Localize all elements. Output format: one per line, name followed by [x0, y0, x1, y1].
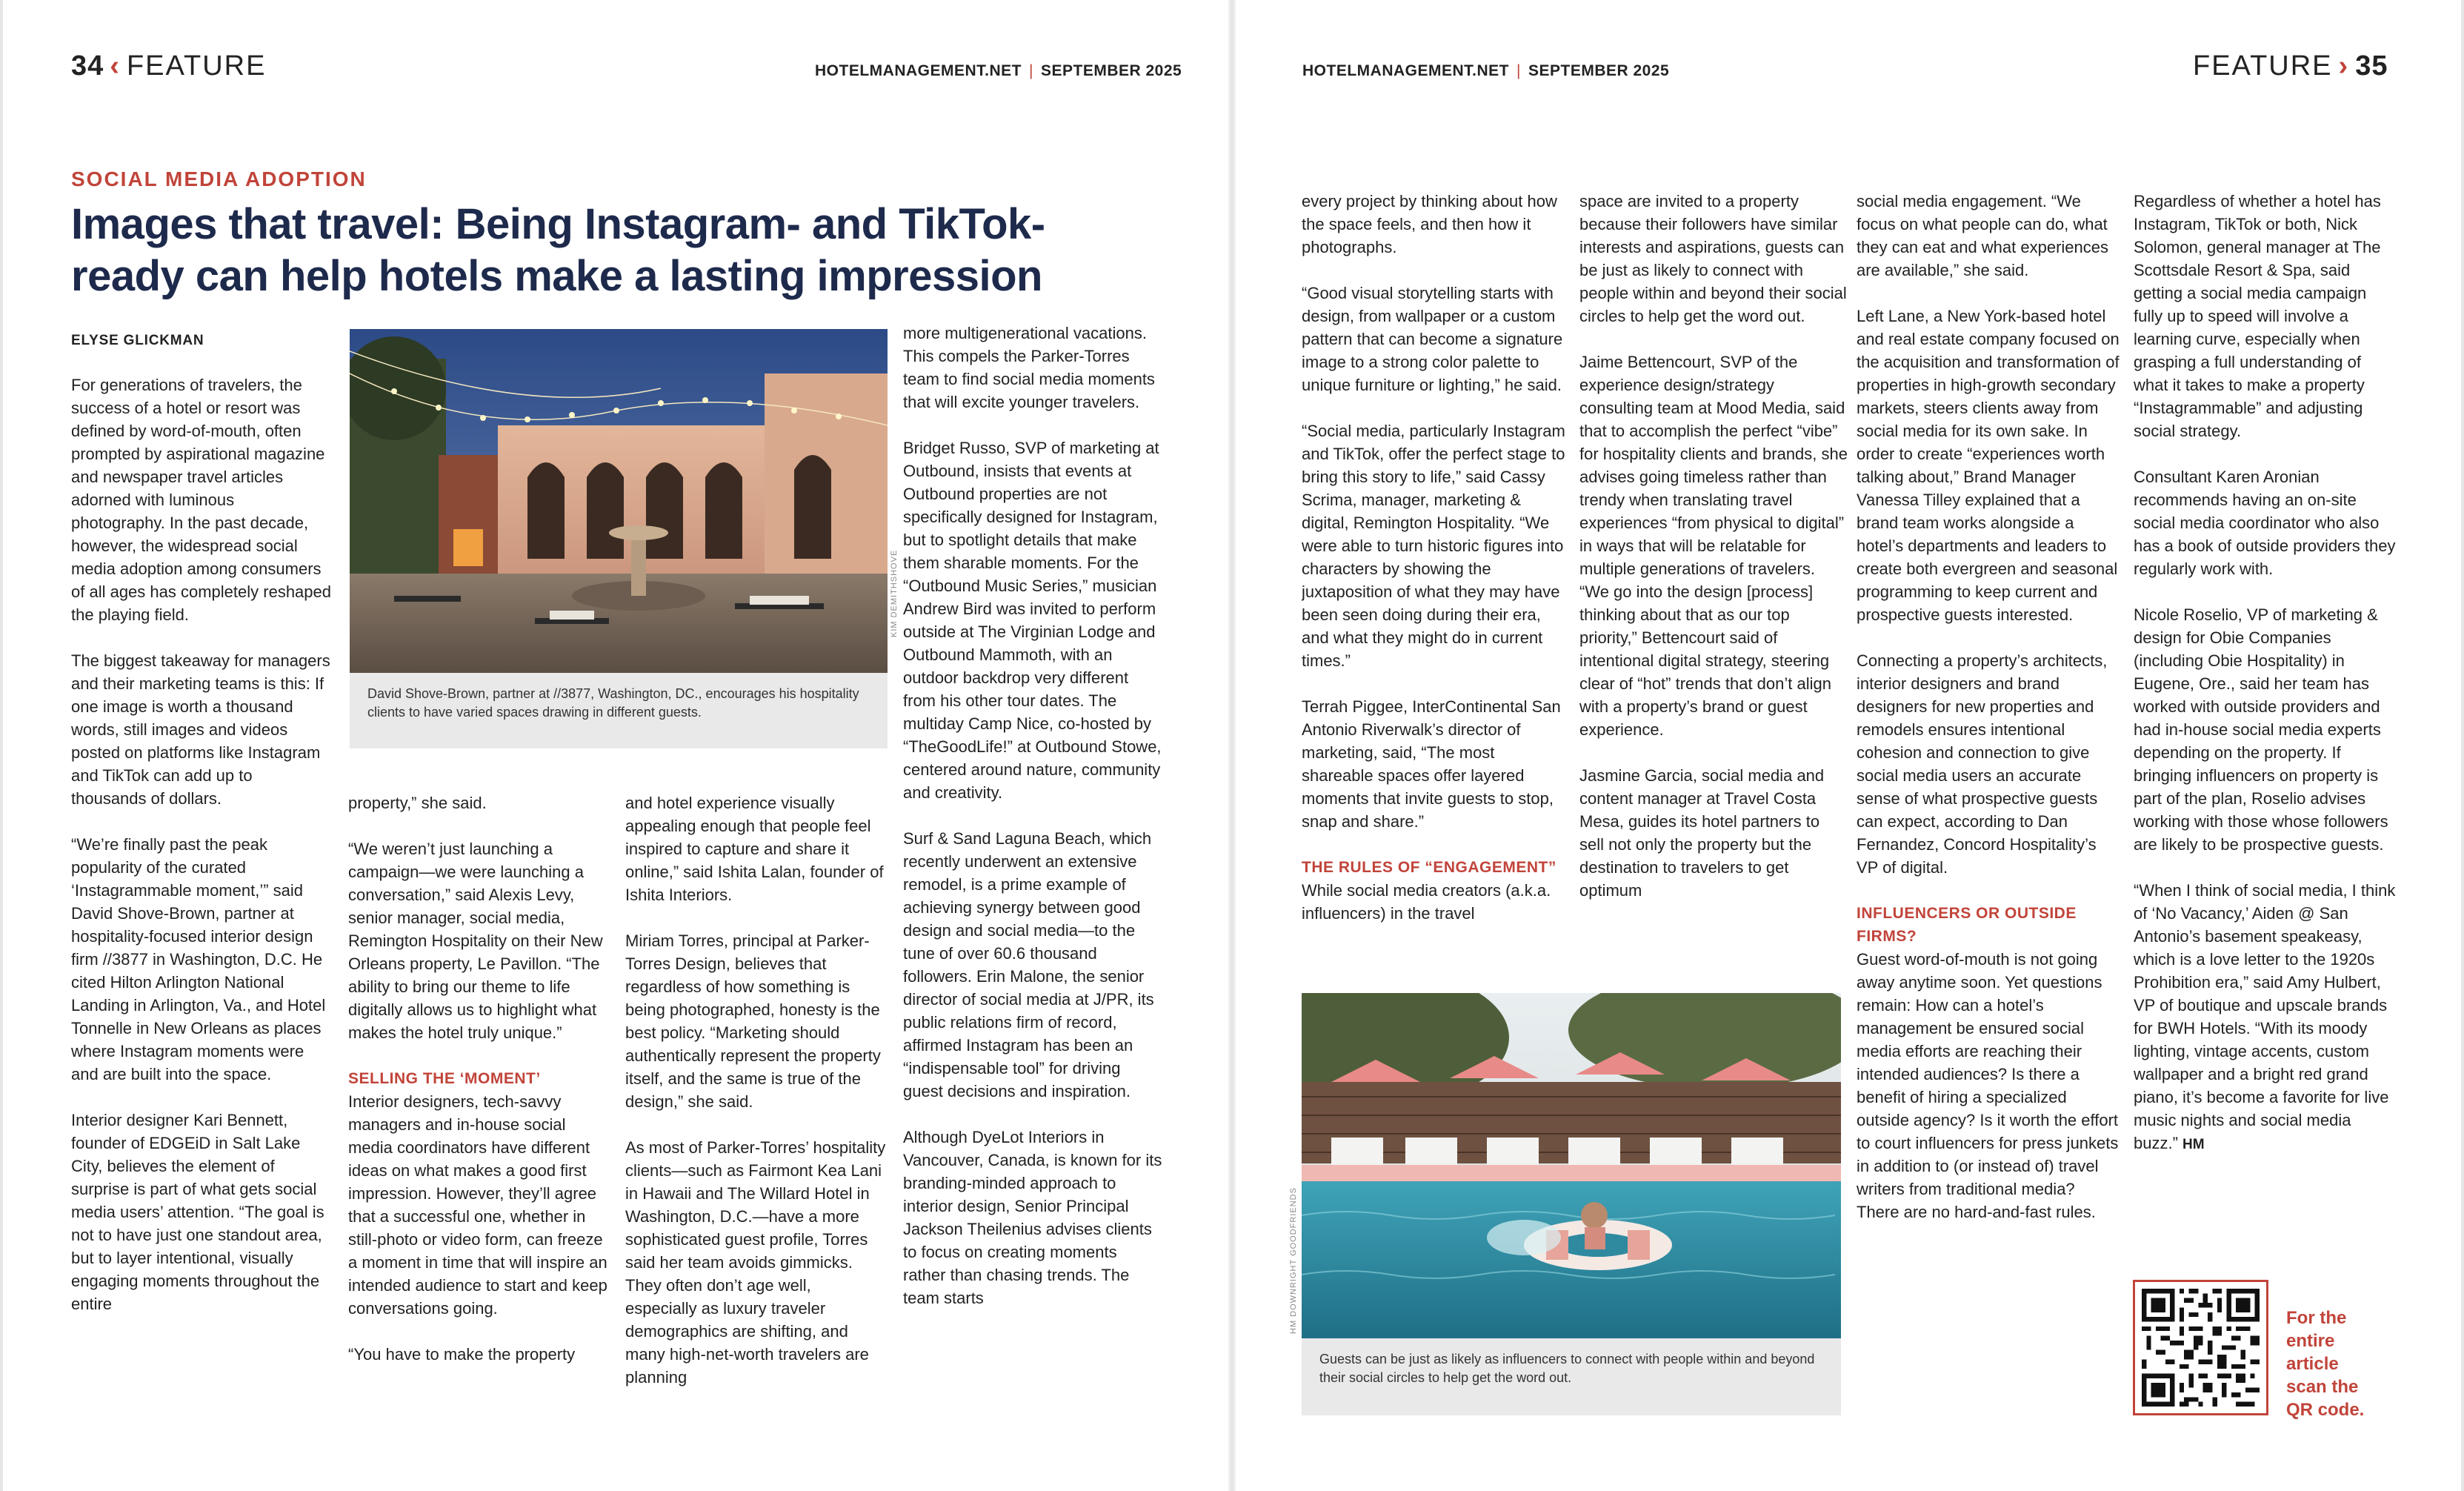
left-folio	[71, 50, 266, 82]
section-label: FEATURE	[2193, 50, 2333, 82]
paragraph: “We’re finally past the peak popularity of the curated ‘Instagrammable moment,’” said David Shove-Brown, partner at hospitality-focused interior design firm //3877 in Washington, D.C. He cited Hilton Arlington National Landing in Arlington, Va., and Hotel Tonnelle in New Orleans as places where Instagram moments were and are built into the space.	[71, 835, 326, 1083]
paragraph: “When I think of social media, I think of ‘No Vacancy,’ Aiden @ San Antonio’s basement speakeasy, which is a love letter to the 1920s Prohibition era,” said Amy Hulbert, VP of boutique and upscale brands for BWH Hotels. “With its moody lighting, vintage accents, custom wallpaper and a bright red grand piano, it’s become a favorite for live music nights and social media buzz.” HM	[2134, 881, 2396, 1152]
paragraph: Connecting a property’s architects, interior designers and brand designers for new properties and remodels ensures intentional cohesion and connection to give social media users an accurate sense of what prospective guests can expect, according to Dan Fernandez, Concord Hospitality’s VP of digital.	[1857, 651, 2108, 877]
paragraph: As most of Parker-Torres’ hospitality clients—such as Fairmont Kea Lani in Hawaii and The Willard Hotel in Washington, D.C.—have a more sophisticated guest profile, Torres said her team avoids gimmicks. They often don’t age well, especially as luxury traveler demographics are shifting, and many high-net-worth travelers are planning	[625, 1138, 886, 1387]
paragraph: Nicole Roselio, VP of marketing & design for Obie Companies (including Obie Hospitality) in Eugene, Ore., said her team has worked with outside providers and had in-house social media experts depending on the property. If bringing influencers on property is part of the plan, Roselio advises working with those whose followers are likely to be prospective guests.	[2134, 605, 2388, 854]
page-number: 34	[71, 50, 104, 82]
paragraph: “Good visual storytelling starts with design, from wallpaper or a custom pattern that can become a signature image to a strong color palette to unique furniture or lighting,” he said.	[1302, 284, 1563, 394]
courtyard-illustration	[350, 329, 888, 673]
courtyard-photo	[350, 329, 888, 673]
site-name: HOTELMANAGEMENT.NET	[815, 62, 1022, 79]
qr-code[interactable]	[2133, 1280, 2268, 1415]
site-name: HOTELMANAGEMENT.NET	[1302, 62, 1509, 79]
byline: ELYSE GLICKMAN	[71, 333, 204, 348]
column-1	[71, 373, 332, 1411]
photo-caption: Guests can be just as likely as influencers to connect with people within and beyond their social circles to help get the word out.	[1302, 1338, 1841, 1415]
paragraph: Surf & Sand Laguna Beach, which recently underwent an extensive remodel, is a prime example of achieving synergy between good design and social media—to the tune of over 60.6 thousand followers. Erin Malone, the senior director of social media at J/PR, its public relations firm of record, affirmed Instagram has been an “indispensable tool” for driving guest decisions and inspiration.	[903, 829, 1154, 1100]
paragraph: Consultant Karen Aronian recommends having an on-site social media coordinator who also has a book of outside providers they regularly work with.	[2134, 468, 2396, 578]
paragraph: space are invited to a property because their followers have similar interests and aspirations, guests can be just as likely to connect with people within and beyond their social circles to help get the word out.	[1579, 192, 1847, 325]
right-folio	[2193, 50, 2388, 82]
photo-caption: David Shove-Brown, partner at //3877, Washington, DC., encourages his hospitality clients to have varied spaces drawing in different guests.	[350, 673, 888, 748]
pool-illustration	[1302, 993, 1841, 1338]
paragraph: property,” she said.	[348, 794, 487, 812]
qr-instruction: For the entire article scan the QR code.	[2286, 1308, 2365, 1420]
right-running-head	[1302, 62, 1669, 80]
page-number: 35	[2355, 50, 2388, 82]
column-3	[625, 791, 886, 1421]
divider: |	[1029, 62, 1033, 79]
column-6	[1579, 190, 1848, 977]
paragraph: Left Lane, a New York-based hotel and real estate company focused on the acquisition and transformation of properties in high-growth secondary markets, steers clients away from social media for its own sake. In order to create “experiences worth talking about,” Brand Manager Vanessa Tilley explained that a brand team works alongside a hotel’s departments and leaders to create both evergreen and seasonal programming to keep current and prospective guests interested.	[1857, 307, 2120, 624]
headline: Images that travel: Being Instagram- and TikTok-ready can help hotels make a lasting impression	[71, 200, 1045, 300]
column-7	[1857, 190, 2120, 1405]
paragraph: more multigenerational vacations. This compels the Parker-Torres team to find social media moments that will excite younger travelers.	[903, 324, 1155, 411]
photo-credit: KIM DEMITHSHOVE	[890, 549, 899, 637]
paragraph: Guest word-of-mouth is not going away anytime soon. Yet questions remain: How can a hotel’s management be ensured social media efforts are reaching their intended audiences? Is there a benefit of hiring a specialized outside agency? Is it worth the effort to court influencers for press junkets in addition to (or instead of) travel writers from traditional media? There are no hard-and-fast rules.	[1857, 950, 2119, 1221]
paragraph: “We weren’t just launching a campaign—we were launching a conversation,” said Alexis Levy, senior manager, social media, Remington Hospitality on their New Orleans property, Le Pavillon. “The ability to bring our theme to life digitally allows us to highlight what makes the hotel truly unique.”	[348, 840, 603, 1042]
pool-photo	[1302, 993, 1841, 1338]
column-2	[348, 791, 609, 1421]
paragraph: “Social media, particularly Instagram and TikTok, offer the perfect stage to bring this story to life,” said Cassy Scrima, manager, marketing & digital, Remington Hospitality. “We were able to turn historic figures into characters by showing the juxtaposition of what they may have been seen doing during their era, and what they might do in current times.”	[1302, 422, 1565, 670]
paragraph: Although DyeLot Interiors in Vancouver, Canada, is known for its branding-minded approach to interior design, Senior Principal Jackson Theilenius advises clients to focus on creating moments rather than chasing trends. The team starts	[903, 1128, 1162, 1307]
paragraph: Terrah Piggee, InterContinental San Antonio Riverwalk’s director of marketing, said, “The most shareable spaces offer layered moments that invite guests to stop, snap and share.”	[1302, 697, 1561, 831]
section-label: FEATURE	[126, 50, 267, 82]
paragraph: Regardless of whether a hotel has Instagram, TikTok or both, Nick Solomon, general manager at The Scottsdale Resort & Spa, said getting a social media campaign fully up to speed will involve a learning curve, especially when grasping a full understanding of what it takes to make a property “Instagrammable” and adjusting social strategy.	[2134, 192, 2381, 440]
paragraph: Bridget Russo, SVP of marketing at Outbound, insists that events at Outbound properties are not specifically designed for Instagram, but to spotlight details that make them sharable moments. For the “Outbound Music Series,” musician Andrew Bird was invited to perform outside at The Virginian Lodge and Outbound Mammoth, with an outdoor backdrop very different from his other tour dates. The multiday Camp Nice, co-hosted by “TheGoodLife!” at Outbound Stowe, centered around nature, community and creativity.	[903, 439, 1162, 802]
issue-date: SEPTEMBER 2025	[1528, 62, 1670, 79]
right-page-edge	[2461, 0, 2464, 1491]
column-4	[903, 322, 1164, 1418]
subhead: SELLING THE ‘MOMENT’	[348, 1070, 541, 1087]
divider: |	[1516, 62, 1521, 79]
chevron-left-icon: ‹	[110, 50, 121, 82]
paragraph: For generations of travelers, the success of a hotel or resort was defined by word-of-mouth, often prompted by aspirational magazine and newspaper travel articles adorned with luminous photography. In the past decade, however, the widespread social media adoption among consumers of all ages has completely reshaped the playing field.	[71, 376, 331, 624]
paragraph: social media engagement. “We focus on what people can do, what they can eat and what experiences are available,” she said.	[1857, 192, 2109, 279]
paragraph: and hotel experience visually appealing enough that people feel inspired to capture and share it online,” said Ishita Lalan, founder of Ishita Interiors.	[625, 794, 884, 904]
paragraph: The biggest takeaway for managers and their marketing teams is this: If one image is worth a thousand words, still images and videos posted on platforms like Instagram and TikTok can add up to thousands of dollars.	[71, 651, 330, 808]
spread-gutter	[1228, 0, 1236, 1491]
paragraph: “You have to make the property	[348, 1345, 576, 1364]
subhead: THE RULES OF “ENGAGEMENT”	[1302, 859, 1556, 876]
chevron-right-icon: ›	[2338, 50, 2350, 82]
paragraph: Jaime Bettencourt, SVP of the experience design/strategy consulting team at Mood Media, said that to accomplish the perfect “vibe” for hospitality clients and brands, she advises going timeless rather than trendy when translating travel experiences “from physical to digital” in ways that will be relatable for multiple generations of travelers. “We go into the design [process] thinking about that as our top priority,” Bettencourt said of intentional digital strategy, steering clear of “hot” trends that don’t align with a property’s brand or guest experience.	[1579, 353, 1848, 739]
paragraph: Jasmine Garcia, social media and content manager at Travel Costa Mesa, guides its hotel partners to sell not only the property but the destination to travelers to get optimum	[1579, 766, 1825, 900]
end-sign: HM	[2182, 1137, 2205, 1152]
paragraph: Interior designers, tech-savvy managers and in-house social media coordinators have different ideas on what makes a good first impression. However, they’ll agree that a successful one, whether in still-photo or video form, can freeze a moment in time that will inspire an intended audience to start and keep conversations going.	[348, 1092, 607, 1318]
paragraph: Miriam Torres, principal at Parker-Torres Design, believes that regardless of how something is being photographed, honesty is the best policy. “Marketing should authentically represent the property itself, and the same is true of the design,” she said.	[625, 932, 881, 1111]
issue-date: SEPTEMBER 2025	[1040, 62, 1182, 79]
left-page-edge	[0, 0, 3, 1491]
kicker: SOCIAL MEDIA ADOPTION	[71, 167, 367, 190]
left-running-head	[815, 62, 1182, 80]
paragraph: Interior designer Kari Bennett, founder of EDGEiD in Salt Lake City, believes the element of surprise is part of what gets social media users’ attention. “The goal is not to have just one standout area, but to layer intentional, visually engaging moments throughout the entire	[71, 1111, 324, 1313]
qr-code-icon	[2142, 1289, 2260, 1407]
subhead: INFLUENCERS OR OUTSIDE FIRMS?	[1857, 905, 2077, 945]
paragraph: every project by thinking about how the space feels, and then how it photographs.	[1302, 192, 1557, 256]
paragraph: While social media creators (a.k.a. influencers) in the travel	[1302, 881, 1551, 923]
column-5	[1302, 190, 1565, 977]
column-8	[2134, 190, 2397, 1257]
photo-credit: HM DOWNRIGHT GOODFRIENDS	[1289, 1187, 1298, 1334]
